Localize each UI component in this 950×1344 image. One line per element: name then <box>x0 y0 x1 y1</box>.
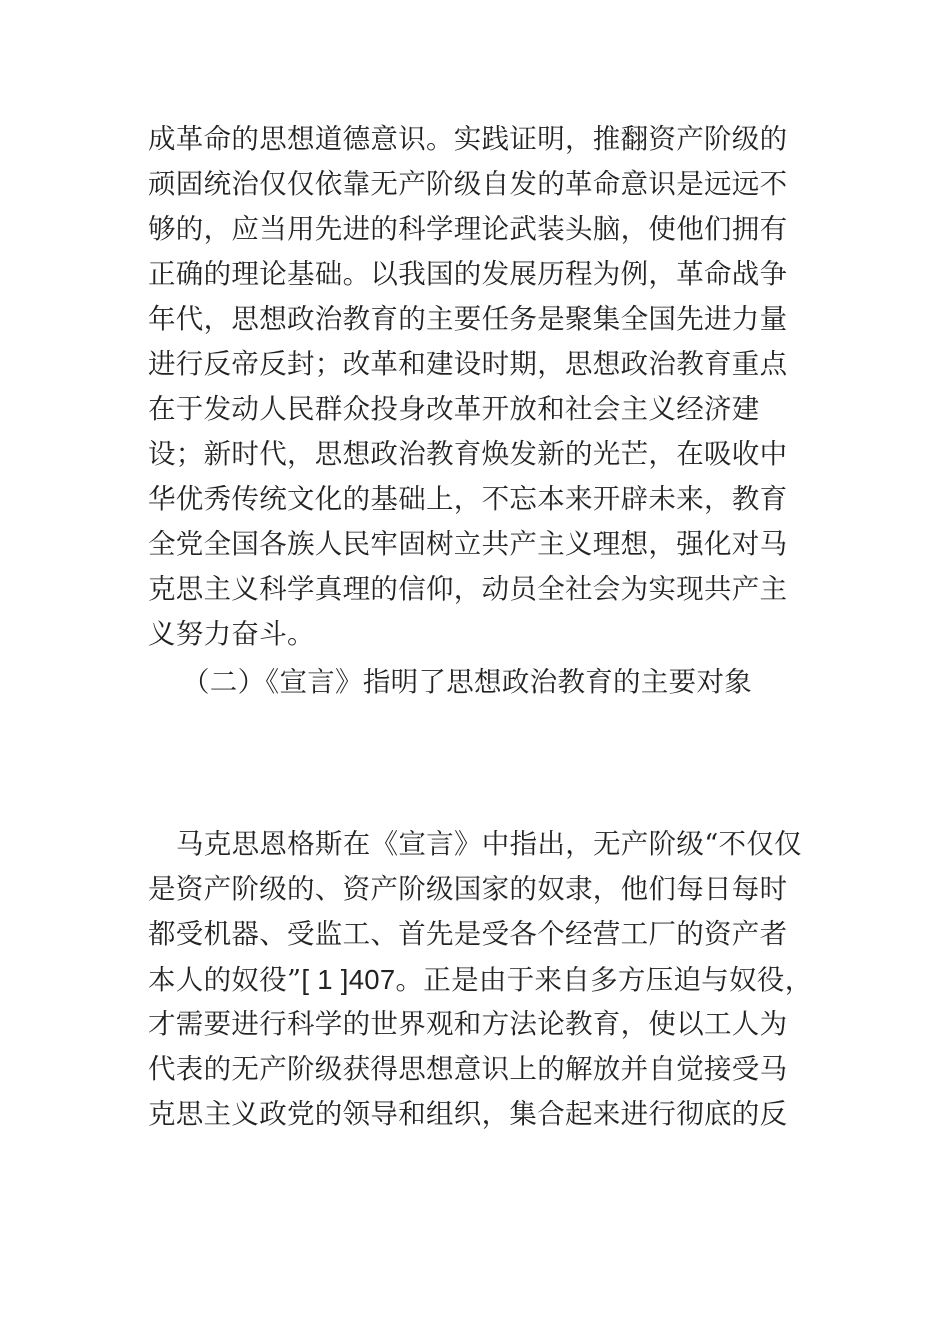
text-line-with-citation <box>148 957 828 1002</box>
text-line: 才需要进行科学的世界观和方法论教育，使以工人为 <box>148 1008 788 1040</box>
text-line: 年代，思想政治教育的主要任务是聚集全国先进力量 <box>148 303 788 335</box>
text-line: 义努力奋斗。 <box>148 618 315 650</box>
paragraph-manifesto-quote <box>148 822 828 1137</box>
text-line: 成革命的思想道德意识。实践证明，推翻资产阶级的 <box>148 123 788 155</box>
text-line: 设；新时代，思想政治教育焕发新的光芒，在吸收中 <box>148 438 788 470</box>
section-heading-text: （二）《宣言》指明了思想政治教育的主要对象 <box>182 666 753 698</box>
text-line: 代表的无产阶级获得思想意识上的解放并自觉接受马 <box>148 1053 788 1085</box>
text-line: 克思主义政党的领导和组织，集合起来进行彻底的反 <box>148 1098 788 1130</box>
text-line: 克思主义科学真理的信仰，动员全社会为实现共产主 <box>148 573 788 605</box>
paragraph-continuation <box>148 117 828 657</box>
text-line: 马克思恩格斯在《宣言》中指出，无产阶级“不仅仅 <box>176 828 802 860</box>
text-line: 华优秀传统文化的基础上，不忘本来开辟未来，教育 <box>148 483 788 515</box>
citation-reference: [ 1 ]407 <box>301 964 396 995</box>
text-segment: 。正是由于来自多方压迫与奴役， <box>395 964 813 996</box>
text-line: 进行反帝反封；改革和建设时期，思想政治教育重点 <box>148 348 788 380</box>
text-line: 在于发动人民群众投身改革开放和社会主义经济建 <box>148 393 760 425</box>
section-heading <box>182 660 862 705</box>
text-line: 都受机器、受监工、首先是受各个经营工厂的资产者 <box>148 918 788 950</box>
text-line: 够的，应当用先进的科学理论武装头脑，使他们拥有 <box>148 213 788 245</box>
text-line: 顽固统治仅仅依靠无产阶级自发的革命意识是远远不 <box>148 168 788 200</box>
text-line: 正确的理论基础。以我国的发展历程为例，革命战争 <box>148 258 788 290</box>
text-line: 全党全国各族人民牢固树立共产主义理想，强化对马 <box>148 528 788 560</box>
text-line: 是资产阶级的、资产阶级国家的奴隶，他们每日每时 <box>148 873 788 905</box>
text-segment: 本人的奴役” <box>148 964 302 996</box>
